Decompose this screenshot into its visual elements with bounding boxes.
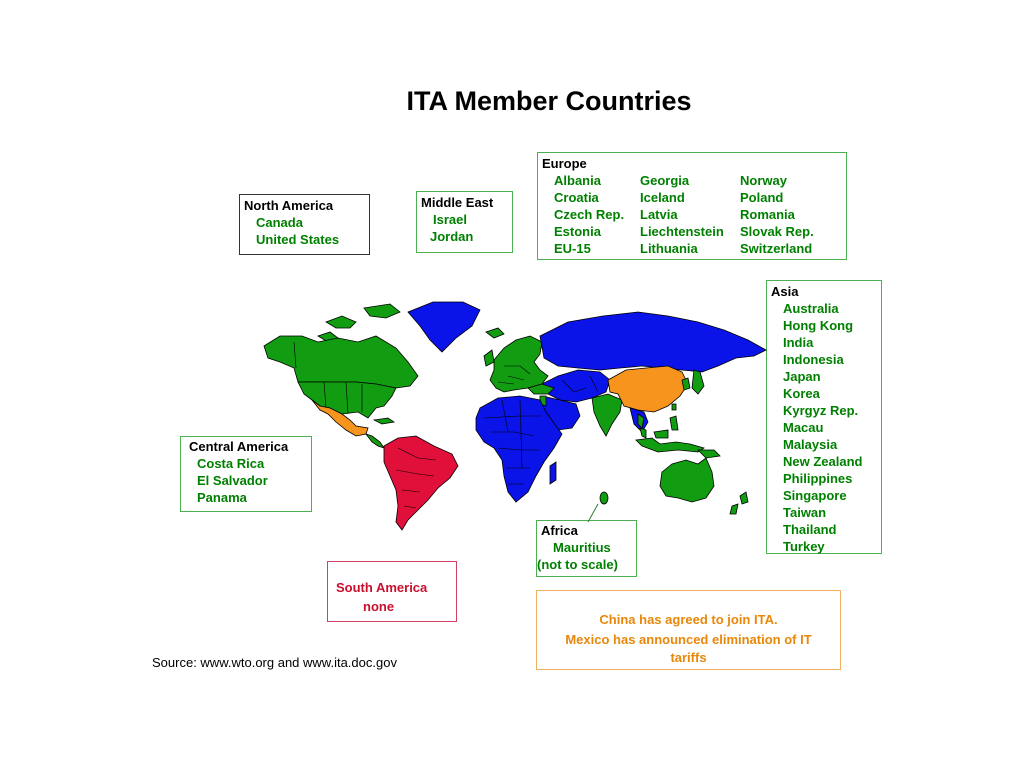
mauritius-marker [600, 492, 608, 504]
europe-header: Europe [542, 156, 587, 171]
mauritius-pointer [588, 504, 598, 522]
country-item: Philippines [783, 471, 853, 486]
europe-box [537, 152, 847, 260]
malaysia-region [640, 428, 668, 438]
country-item: Australia [783, 301, 839, 316]
scale-note: (not to scale) [537, 557, 618, 572]
country-item: Mauritius [553, 540, 611, 555]
country-item: El Salvador [197, 473, 268, 488]
russia-region [540, 312, 766, 372]
country-item: Norway [740, 173, 787, 188]
country-item: New Zealand [783, 454, 863, 469]
country-item: Hong Kong [783, 318, 854, 333]
country-item: Jordan [430, 229, 474, 244]
country-item: Georgia [640, 173, 690, 188]
country-item: Albania [554, 173, 601, 188]
philippines-region [670, 416, 678, 430]
asia-box [766, 280, 882, 554]
arctic-islands-region [318, 304, 400, 342]
country-item: Iceland [640, 190, 685, 205]
north-america-header: North America [244, 198, 334, 213]
africa-header: Africa [541, 523, 578, 538]
madagascar-region [550, 462, 556, 484]
japan-region [692, 370, 704, 394]
asia-header: Asia [771, 284, 799, 299]
india-region [592, 394, 622, 436]
greenland-region [408, 302, 480, 352]
country-item: Singapore [783, 488, 847, 503]
country-item: Panama [197, 490, 247, 505]
middle-east-header: Middle East [421, 195, 494, 210]
central-america-region [366, 434, 384, 448]
uk-region [484, 350, 494, 366]
country-item: Canada [256, 215, 303, 230]
australia-region [660, 458, 714, 502]
country-item: Romania [740, 207, 795, 222]
south-america-header: South America [336, 580, 428, 595]
country-item: Indonesia [783, 352, 844, 367]
world-map [258, 296, 770, 536]
country-item: Estonia [554, 224, 601, 239]
south-america-region [384, 436, 458, 530]
europe-region [490, 336, 548, 392]
country-item: Liechtenstein [640, 224, 724, 239]
middle-east-box [416, 191, 513, 253]
mexico-note: Mexico has announced elimination of IT tariffs [565, 632, 812, 665]
europe-country-list [542, 172, 846, 257]
south-america-box [327, 561, 457, 622]
papua-region [698, 450, 720, 458]
country-item: Slovak Rep. [740, 224, 814, 239]
new-zealand-region [730, 492, 748, 514]
country-item: Japan [783, 369, 821, 384]
country-item: Croatia [554, 190, 599, 205]
source-citation: Source: www.wto.org and www.ita.doc.gov [152, 655, 397, 670]
canada-region [264, 336, 418, 388]
status-note-box [536, 590, 841, 670]
country-item: Kyrgyz Rep. [783, 403, 859, 418]
country-item: India [783, 335, 814, 350]
taiwan-region [672, 404, 676, 410]
iceland-region [486, 328, 504, 338]
country-item: Switzerland [740, 241, 813, 256]
country-item: United States [256, 232, 340, 247]
country-item: Taiwan [783, 505, 827, 520]
indonesia-region [636, 438, 704, 452]
country-item: Czech Rep. [554, 207, 625, 222]
central-america-header: Central America [189, 439, 289, 454]
country-item: Poland [740, 190, 784, 205]
country-item: Israel [433, 212, 467, 227]
caribbean-region [374, 418, 394, 424]
country-item: EU-15 [554, 241, 591, 256]
country-item: Thailand [783, 522, 837, 537]
country-item: Macau [783, 420, 824, 435]
page-title: ITA Member Countries [406, 86, 692, 116]
country-item: none [363, 599, 395, 614]
country-item: Turkey [783, 539, 825, 554]
country-item: Latvia [640, 207, 678, 222]
country-item: Lithuania [640, 241, 698, 256]
country-item: Costa Rica [197, 456, 265, 471]
country-item: Korea [783, 386, 820, 401]
country-item: Malaysia [783, 437, 838, 452]
north-america-box [239, 194, 370, 255]
china-note: China has agreed to join ITA. [599, 612, 778, 627]
